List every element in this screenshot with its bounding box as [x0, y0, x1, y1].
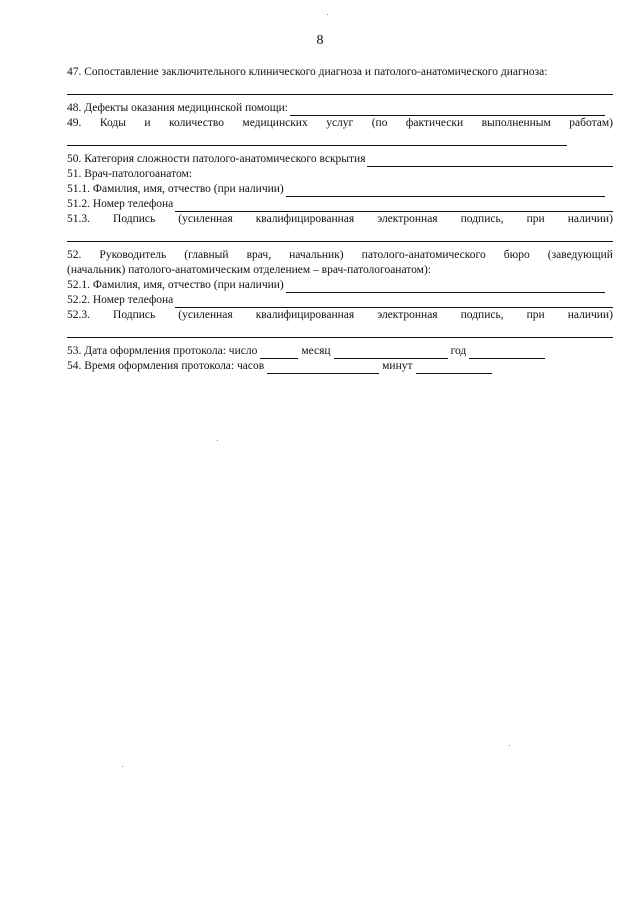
- item-51-3-word: подпись,: [460, 213, 504, 225]
- item-49-word: услуг: [326, 117, 354, 129]
- item-51-3-word: 51.3.: [67, 213, 90, 225]
- item-51-3-answer-line[interactable]: [67, 227, 613, 242]
- item-52-1-answer-line[interactable]: [286, 281, 605, 293]
- item-48: [67, 101, 613, 116]
- item-52-2: [67, 293, 613, 308]
- item-52: [67, 248, 613, 263]
- item-52-word: начальник): [289, 249, 344, 261]
- item-52-2-answer-line[interactable]: [175, 296, 613, 308]
- item-52-continuation-text: (начальник) патолого-анатомическим отделением – врач-патологоанатом):: [67, 264, 431, 276]
- item-52-3-word: квалифицированная: [255, 309, 355, 321]
- item-54-minutes-field[interactable]: [416, 362, 492, 374]
- item-49-word: медицинских: [242, 117, 308, 129]
- item-53: [67, 344, 613, 359]
- item-52-word: бюро: [503, 249, 530, 261]
- item-52-3-word: (усиленная: [178, 309, 233, 321]
- item-47: [67, 65, 613, 80]
- item-49-word: Коды: [99, 117, 126, 129]
- item-54-hours-field[interactable]: [267, 362, 379, 374]
- item-54-label: 54. Время оформления протокола: часов: [67, 360, 265, 372]
- item-49-word: 49.: [67, 117, 82, 129]
- item-53-day-field[interactable]: [260, 347, 298, 359]
- item-52-3-word: 52.3.: [67, 309, 90, 321]
- scan-speck: [217, 440, 218, 441]
- item-52-word: патолого-анатомического: [361, 249, 486, 261]
- item-49-word: и: [144, 117, 151, 129]
- item-52-word: 52.: [67, 249, 82, 261]
- item-47-label: 47. Сопоставление заключительного клинического диагноза и патолого-анатомического диагноза:: [67, 66, 548, 78]
- item-50-label: 50. Категория сложности патолого-анатомического вскрытия: [67, 153, 366, 165]
- item-51-3: [67, 212, 613, 227]
- item-52-word: врач,: [246, 249, 272, 261]
- item-47-answer-line[interactable]: [67, 80, 613, 95]
- item-52-3: [67, 308, 613, 323]
- item-51-1-answer-line[interactable]: [286, 185, 605, 197]
- item-50: [67, 152, 613, 167]
- item-48-answer-line[interactable]: [290, 104, 605, 116]
- item-52-word: Руководитель: [99, 249, 167, 261]
- item-49-word: (по: [371, 117, 388, 129]
- item-49: [67, 116, 613, 131]
- item-51-3-word: наличии): [567, 213, 613, 225]
- scan-speck: [327, 14, 328, 15]
- item-52-1: [67, 278, 613, 293]
- item-54-minutes-label: минут: [382, 360, 413, 372]
- item-51-3-word: при: [526, 213, 545, 225]
- protocol-form: [67, 65, 613, 374]
- item-53-month-field[interactable]: [334, 347, 448, 359]
- item-52-word: (заведующий: [547, 249, 613, 261]
- item-51-3-word: электронная: [377, 213, 438, 225]
- item-53-year-label: год: [450, 345, 467, 357]
- item-51-2-label: 51.2. Номер телефона: [67, 198, 174, 210]
- item-54: [67, 359, 613, 374]
- item-49-word: количество: [169, 117, 224, 129]
- item-52-word: (главный: [184, 249, 229, 261]
- scan-speck: [122, 766, 123, 767]
- item-51-3-word: (усиленная: [178, 213, 233, 225]
- item-52-3-answer-line[interactable]: [67, 323, 613, 338]
- item-49-word: работам): [569, 117, 613, 129]
- item-50-answer-line[interactable]: [367, 155, 613, 167]
- item-53-label: 53. Дата оформления протокола: число: [67, 345, 258, 357]
- item-48-label: 48. Дефекты оказания медицинской помощи:: [67, 102, 288, 114]
- item-51-2: [67, 197, 613, 212]
- item-53-year-field[interactable]: [469, 347, 545, 359]
- item-49-word: фактически: [405, 117, 464, 129]
- item-51-label: 51. Врач-патологоанатом:: [67, 168, 192, 180]
- scan-speck: [509, 745, 510, 746]
- item-51-3-word: Подпись: [113, 213, 156, 225]
- item-49-answer-line[interactable]: [67, 131, 567, 146]
- item-52-3-word: Подпись: [113, 309, 156, 321]
- item-53-month-label: месяц: [301, 345, 331, 357]
- item-51-3-word: квалифицированная: [255, 213, 355, 225]
- item-52-3-word: электронная: [377, 309, 438, 321]
- item-51: [67, 167, 613, 182]
- item-52-2-label: 52.2. Номер телефона: [67, 294, 174, 306]
- item-51-2-answer-line[interactable]: [175, 200, 613, 212]
- item-52-continuation: [67, 263, 613, 278]
- item-52-3-word: наличии): [567, 309, 613, 321]
- item-51-1-label: 51.1. Фамилия, имя, отчество (при наличии): [67, 183, 284, 195]
- item-49-word: выполненным: [481, 117, 551, 129]
- item-52-1-label: 52.1. Фамилия, имя, отчество (при наличии): [67, 279, 284, 291]
- item-52-3-word: при: [526, 309, 545, 321]
- page-number: 8: [316, 33, 324, 48]
- item-52-3-word: подпись,: [460, 309, 504, 321]
- item-51-1: [67, 182, 613, 197]
